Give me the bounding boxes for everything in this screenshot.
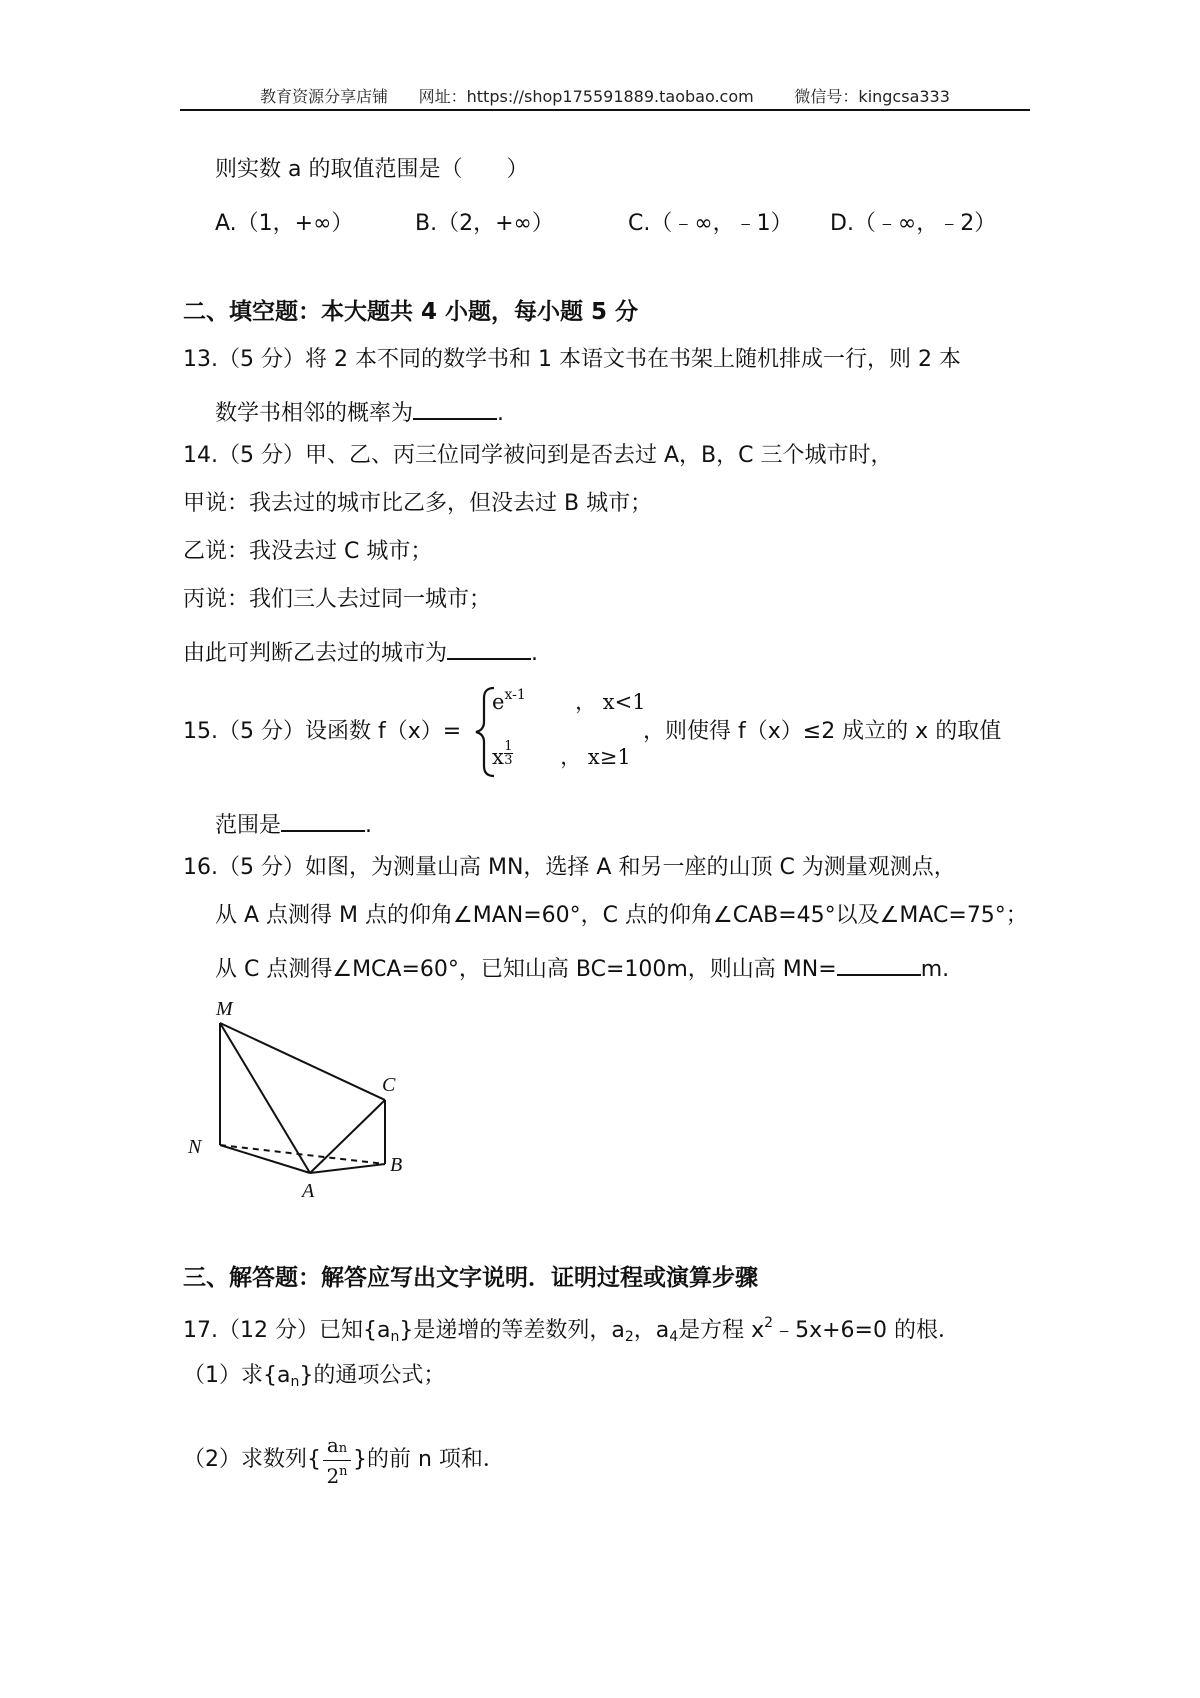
q15-case1-base: e [492, 690, 505, 714]
q16-line2: 从 A 点测得 M 点的仰角∠MAN=60°，C 点的仰角∠CAB=45°以及∠MAC=75°； [215, 903, 1028, 928]
q15-case1-cond: ， x<1 [575, 690, 646, 714]
q17-p2-text-b: }的前 n 项和． [353, 1447, 505, 1473]
q17-p1-text-a: （1）求{a [183, 1363, 291, 1388]
page-header [180, 84, 1030, 107]
q15-case1 [492, 688, 646, 714]
q17-text-c: ，a [633, 1318, 670, 1343]
q14-line2: 甲说：我去过的城市比乙多，但没去过 B 城市； [183, 491, 653, 516]
segment-ab [310, 1164, 385, 1173]
q17-frac-den: 2 [326, 1464, 340, 1488]
q15-answer-blank [281, 808, 365, 832]
q16-mountain-figure [180, 995, 420, 1205]
q17-frac-num-sub: n [338, 1441, 348, 1456]
q14-end: . [531, 641, 539, 666]
q17-text-a: 17.（12 分）已知{a [183, 1318, 391, 1343]
q15-case2-cond: ， x≥1 [560, 745, 631, 769]
label-c: C [382, 1074, 396, 1096]
q12-option-a: A.（1，+∞） [215, 211, 354, 236]
q17-line1 [183, 1316, 960, 1345]
q15-case1-exp: x-1 [504, 687, 526, 703]
q17-fraction [323, 1434, 351, 1487]
header-wechat-label: 微信号： [794, 87, 859, 106]
header-wechat: kingcsa333 [858, 87, 950, 106]
q17-p2-text-a: （2）求数列{ [183, 1447, 321, 1473]
label-n: N [188, 1136, 202, 1158]
q17-frac-den-sup: n [339, 1464, 348, 1479]
header-shop: 教育资源分享店铺 [260, 87, 389, 106]
label-m: M [216, 998, 233, 1020]
section3-title: 三、解答题：解答应写出文字说明．证明过程或演算步骤 [183, 1265, 758, 1291]
q14-line3: 乙说：我没去过 C 城市； [183, 539, 433, 564]
q17-sub-4: 4 [669, 1329, 679, 1345]
q15-case2-base: x [492, 745, 504, 769]
q17-sub-2: 2 [624, 1329, 634, 1345]
q16-text: 从 C 点测得∠MCA=60°，已知山高 BC=100m，则山高 MN= [215, 957, 837, 982]
header-url[interactable]: https://shop175591889.taobao.com [466, 87, 754, 106]
q17-sub-n: n [390, 1329, 400, 1345]
q15-case2-exp-num: 1 [504, 739, 513, 754]
q17-sup-2: 2 [764, 1315, 774, 1331]
q17-frac-num: a [326, 1433, 339, 1457]
q13-line2 [215, 396, 504, 426]
header-url-label: 网址： [418, 87, 467, 106]
q17-part2 [183, 1434, 505, 1487]
q17-p1-text-b: }的通项公式； [299, 1363, 446, 1388]
q17-text-e: ﹣5x+6=0 的根． [773, 1318, 960, 1343]
q14-text: 由此可判断乙去过的城市为 [183, 641, 448, 666]
q13-text: 数学书相邻的概率为 [215, 401, 414, 426]
q17-part1 [183, 1364, 445, 1390]
q13-answer-blank [413, 396, 497, 420]
header-divider [180, 109, 1030, 111]
q15-line2 [215, 808, 372, 838]
label-b: B [390, 1154, 403, 1176]
q15-prefix: 15.（5 分）设函数 f（x）= [183, 719, 462, 744]
q15-case2 [492, 740, 631, 769]
segment-mc [220, 1023, 385, 1100]
q14-line5 [183, 636, 538, 666]
q16-answer-blank [837, 952, 921, 976]
q16-end: m. [920, 957, 950, 982]
q16-line1: 16.（5 分）如图，为测量山高 MN，选择 A 和另一座的山顶 C 为测量观测点， [183, 855, 956, 880]
q12-option-c: C.（﹣∞，﹣1） [628, 211, 793, 236]
q14-line4: 丙说：我们三人去过同一城市； [183, 587, 492, 612]
label-a: A [302, 1180, 315, 1202]
q12-option-b: B.（2，+∞） [415, 211, 554, 236]
q15-end: . [365, 813, 373, 838]
q15-suffix: ，则使得 f（x）≤2 成立的 x 的取值 [643, 719, 1002, 744]
q13-end: . [497, 401, 505, 426]
q15-case2-exp-den: 3 [504, 753, 513, 768]
q16-line3 [215, 952, 949, 982]
q14-line1: 14.（5 分）甲、乙、丙三位同学被问到是否去过 A，B，C 三个城市时， [183, 443, 893, 468]
q15-text: 范围是 [215, 813, 282, 838]
q14-answer-blank [447, 636, 531, 660]
q17-text-b: }是递增的等差数列，a [399, 1318, 625, 1343]
section2-title: 二、填空题：本大题共 4 小题，每小题 5 分 [183, 299, 639, 325]
q12-option-d: D.（﹣∞，﹣2） [830, 211, 997, 236]
q12-tail-text: 则实数 a 的取值范围是（ ） [215, 157, 529, 182]
q17-p1-sub-n: n [290, 1374, 300, 1390]
q17-text-d: 是方程 x [678, 1318, 765, 1343]
q13-line1: 13.（5 分）将 2 本不同的数学书和 1 本语文书在书架上随机排成一行，则 2 本 [183, 347, 961, 372]
